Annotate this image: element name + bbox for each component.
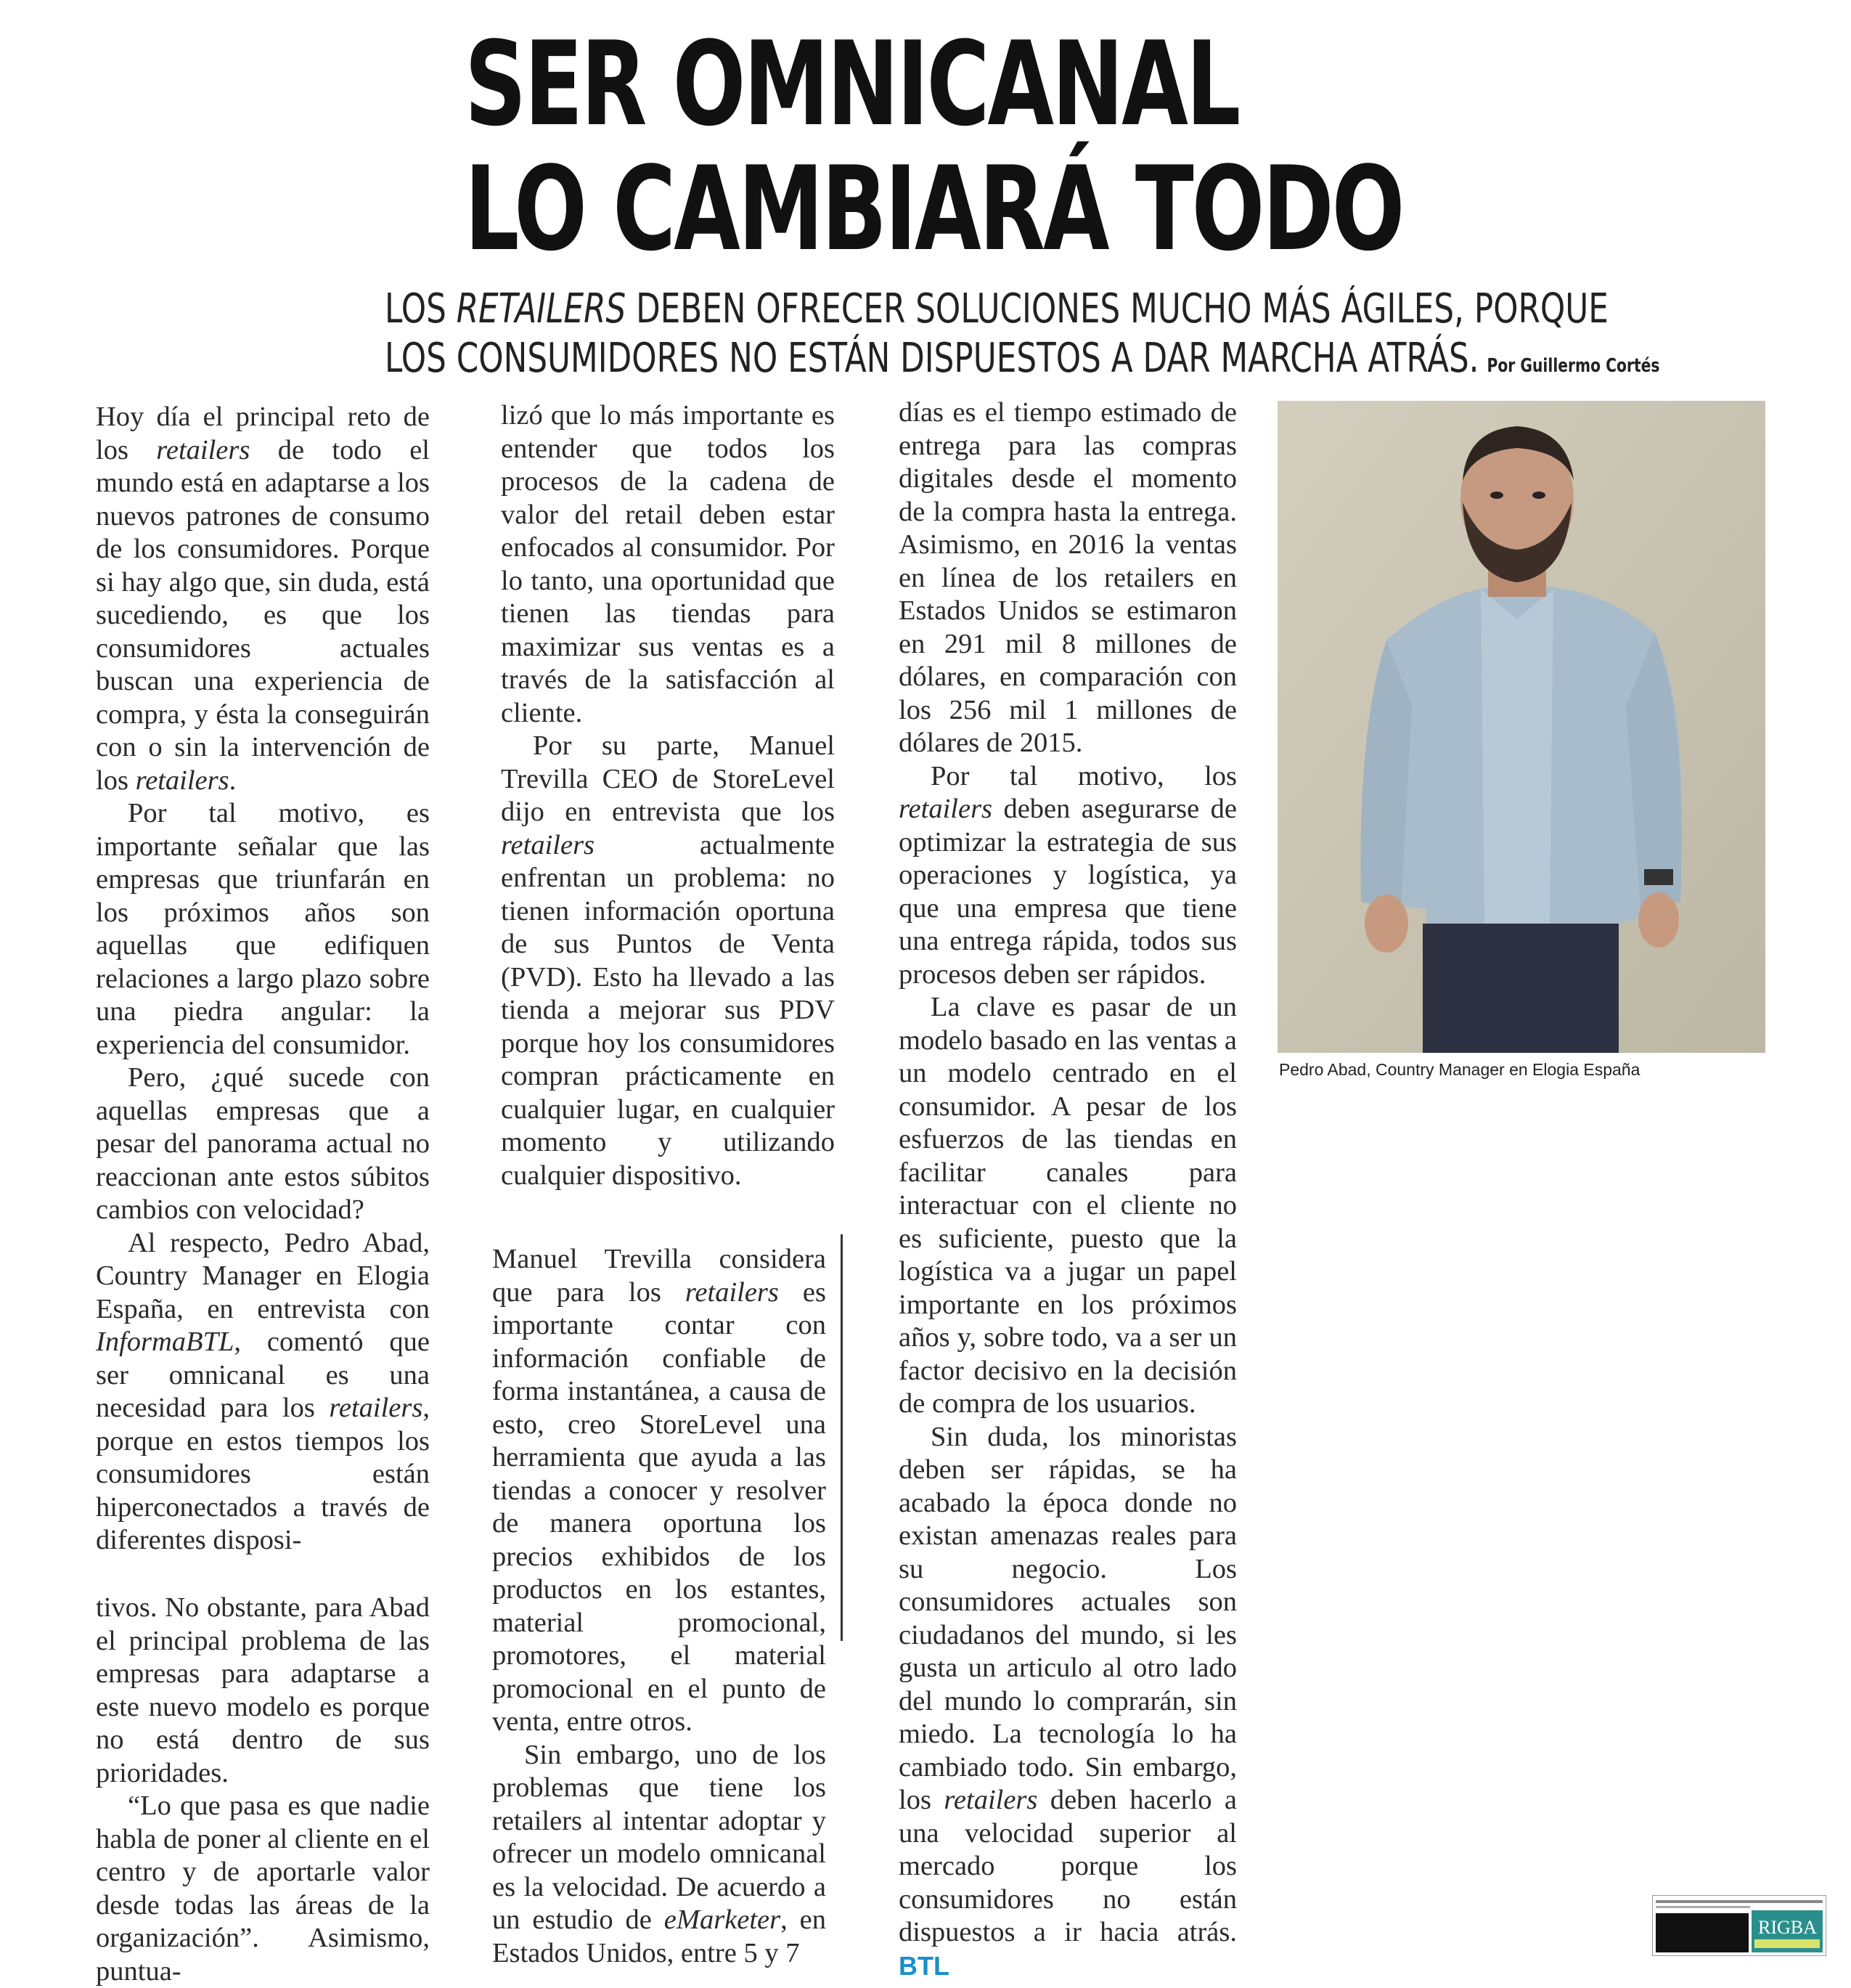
column-2-top [501, 399, 835, 1192]
col3-paragraph-1: días es el tiempo estimado de entrega para las compras digitales desde el momento de la compra hasta la entrega. Asimismo, en 2016 la ventas en línea de los retailers en Estados Unidos se estimaron en 291 mil 8 millones de dólares, en comparación con los 256 mil 1 millones de dólares de 2015. [899, 397, 1237, 758]
col1-paragraph-6: “Lo que pasa es que nadie habla de poner al cliente en el centro y de aportarle valor desde todas las áreas de la organización”. Asimismo, puntua- [96, 1791, 430, 1987]
title-line-2: LO CAMBIARÁ TODO [465, 141, 1403, 277]
col3-paragraph-3: La clave es pasar de un modelo basado en las ventas a un modelo centrado en el consumidor. A pesar de los esfuerzos de las tiendas en facilitar canales para interactuar con el cliente no es suficiente, puesto que la logística va a jugar un papel importante en los próximos años y, sobre todo, va a ser un factor decisivo en la decisión de compra de los usuarios. [899, 992, 1237, 1419]
column-2-bottom [492, 1243, 826, 1970]
col3-p2-text-a: Por tal motivo, los [931, 760, 1237, 791]
col1-p4-text-c: , porque en estos tiempos los consumidores están hiperconectados a través de diferentes disposi- [96, 1393, 430, 1555]
col1-p1-text-a: Hoy día el principal reto de los [96, 402, 430, 465]
subtitle-line-1 [385, 285, 1609, 334]
portrait-photo [1278, 401, 1765, 1053]
portrait-illustration [1278, 401, 1765, 1053]
col2-p4-text-a: Sin embargo, uno de los problemas que tiene los retailers al intentar adoptar y ofrecer un modelo omnicanal es la velocidad. De acuerdo a un estudio de [492, 1739, 826, 1935]
col2-p4-text-b: , en Estados Unidos, entre 5 y 7 [492, 1905, 826, 1968]
photo-caption: Pedro Abad, Country Manager en Elogia España [1279, 1060, 1640, 1079]
col1-paragraph-1 [96, 401, 430, 797]
col3-p4-text-b: deben hacerlo a una velocidad superior al mercado porque los consumidores no están dispuestos a ir hacia atrás. [899, 1785, 1237, 1947]
col2-p3-italic: retailers [685, 1276, 779, 1308]
col1-p1-text-b: de todo el mundo está en adaptarse a los nuevos patrones de consumo de los consumidores. Porque si hay algo que, sin duda, está sucediendo, es que los consumidores actuales buscan una experiencia de compra, y ésta la conseguirán con o sin la intervención de los [96, 434, 430, 796]
col2-paragraph-1: lizó que lo más importante es entender que todos los procesos de la cadena de valor del retail deben estar enfocados al consumidor. Por lo tanto, una oportunidad que tienen las tiendas para maximizar sus ventas es a través de la satisfacción al cliente. [501, 400, 835, 728]
col1-p1-italic-2: retailers [135, 765, 229, 796]
subtitle-text-b: DEBEN OFRECER SOLUCIONES MUCHO MÁS ÁGILES, PORQUE [626, 285, 1609, 333]
clipping-stamp [1652, 1895, 1826, 1956]
col1-paragraph-5: tivos. No obstante, para Abad el principal problema de las empresas para adaptarse a este nuevo modelo es porque no está dentro de sus prioridades. [96, 1592, 430, 1788]
article-title [465, 16, 1403, 277]
byline: Por Guillermo Cortés [1487, 355, 1660, 377]
subtitle-italic: RETAILERS [456, 285, 626, 333]
subtitle-text-c: LOS CONSUMIDORES NO ESTÁN DISPUESTOS A DAR MARCHA ATRÁS. [385, 335, 1479, 382]
rigba-logo-text: RIGBA [1758, 1917, 1817, 1938]
title-line-1: SER OMNICANAL [465, 16, 1239, 152]
col2-p2-text-b: actualmente enfrentan un problema: no tienen información oportuna de sus Puntos de Venta (PVD). Esto ha llevado a las tienda a mejorar sus PDV porque hoy los consumidores compran prácticamente en cualquier lugar, en cualquier momento y utilizando cualquier dispositivo. [501, 829, 835, 1191]
col3-p4-text-a: Sin duda, los minoristas deben ser rápidas, se ha acabado la época donde no existan amenazas reales para su negocio. Los consumidores actuales son ciudadanos del mundo, si les gusta un articulo al otro lado del mundo lo comprarán, sin miedo. La tecnología lo ha cambiado todo. Sin embargo, los [899, 1421, 1237, 1815]
column-1-bottom [96, 1592, 430, 1988]
col3-p2-text-b: deben asegurarse de optimizar la estrategia de sus operaciones y logística, ya que una empresa que tiene una entrega rápida, todos sus procesos deben ser rápidos. [899, 794, 1237, 990]
col2-paragraph-4 [492, 1739, 826, 1971]
col3-p2-italic: retailers [899, 794, 993, 824]
col1-paragraph-4 [96, 1227, 430, 1557]
col2-p3-text-b: es importante contar con información confiable de forma instantánea, a causa de esto, creo StoreLevel una herramienta que ayuda a las tiendas a conocer y resolver de manera oportuna los precios exhibidos de los productos en los estantes, material promocional, promotores, el material promocional en el punto de venta, entre otros. [492, 1276, 827, 1737]
col1-p4-italic: InformaBTL [96, 1327, 234, 1357]
subtitle-line-2 [385, 334, 1660, 391]
col1-p1-text-c: . [229, 765, 237, 796]
column-3 [899, 396, 1237, 1983]
clipping-stamp-graphic [1653, 1896, 1826, 1955]
col2-p2-italic: retailers [501, 829, 595, 860]
col3-paragraph-2 [899, 760, 1237, 992]
col2-paragraph-2 [501, 730, 835, 1192]
col1-p4-text-a: Al respecto, Pedro Abad, Country Manager en Elogia España, en entrevista con [96, 1227, 430, 1324]
col2-p4-italic: eMarketer [663, 1905, 781, 1935]
col2-paragraph-3 [492, 1243, 826, 1739]
col2-p3-text-a: Manuel Trevilla considera que para los [492, 1244, 826, 1308]
subtitle-text-a: LOS [385, 285, 457, 333]
col2-p2-text-a: Por su parte, Manuel Trevilla CEO de StoreLevel dijo en entrevista que los [501, 730, 835, 827]
col1-paragraph-3: Pero, ¿qué sucede con aquellas empresas que a pesar del panorama actual no reaccionan ante estos súbitos cambios con velocidad? [96, 1062, 430, 1225]
col1-p4-text-b: , comentó que ser omnicanal es una necesidad para los [96, 1327, 430, 1423]
col1-paragraph-2: Por tal motivo, es importante señalar que las empresas que triunfarán en los próximos años son aquellas que edifiquen relaciones a largo plazo sobre una piedra angular: la experiencia del consumidor. [96, 798, 430, 1060]
col3-p4-italic: retailers [944, 1785, 1038, 1815]
col1-p1-italic: retailers [156, 434, 250, 465]
column-1-top [96, 401, 430, 1557]
quote-rule [841, 1234, 843, 1641]
col1-p4-italic-2: retailers [329, 1393, 423, 1423]
article-subtitle [385, 285, 1660, 391]
col3-paragraph-4 [899, 1421, 1237, 1984]
btl-end-mark: BTL [899, 1950, 949, 1981]
